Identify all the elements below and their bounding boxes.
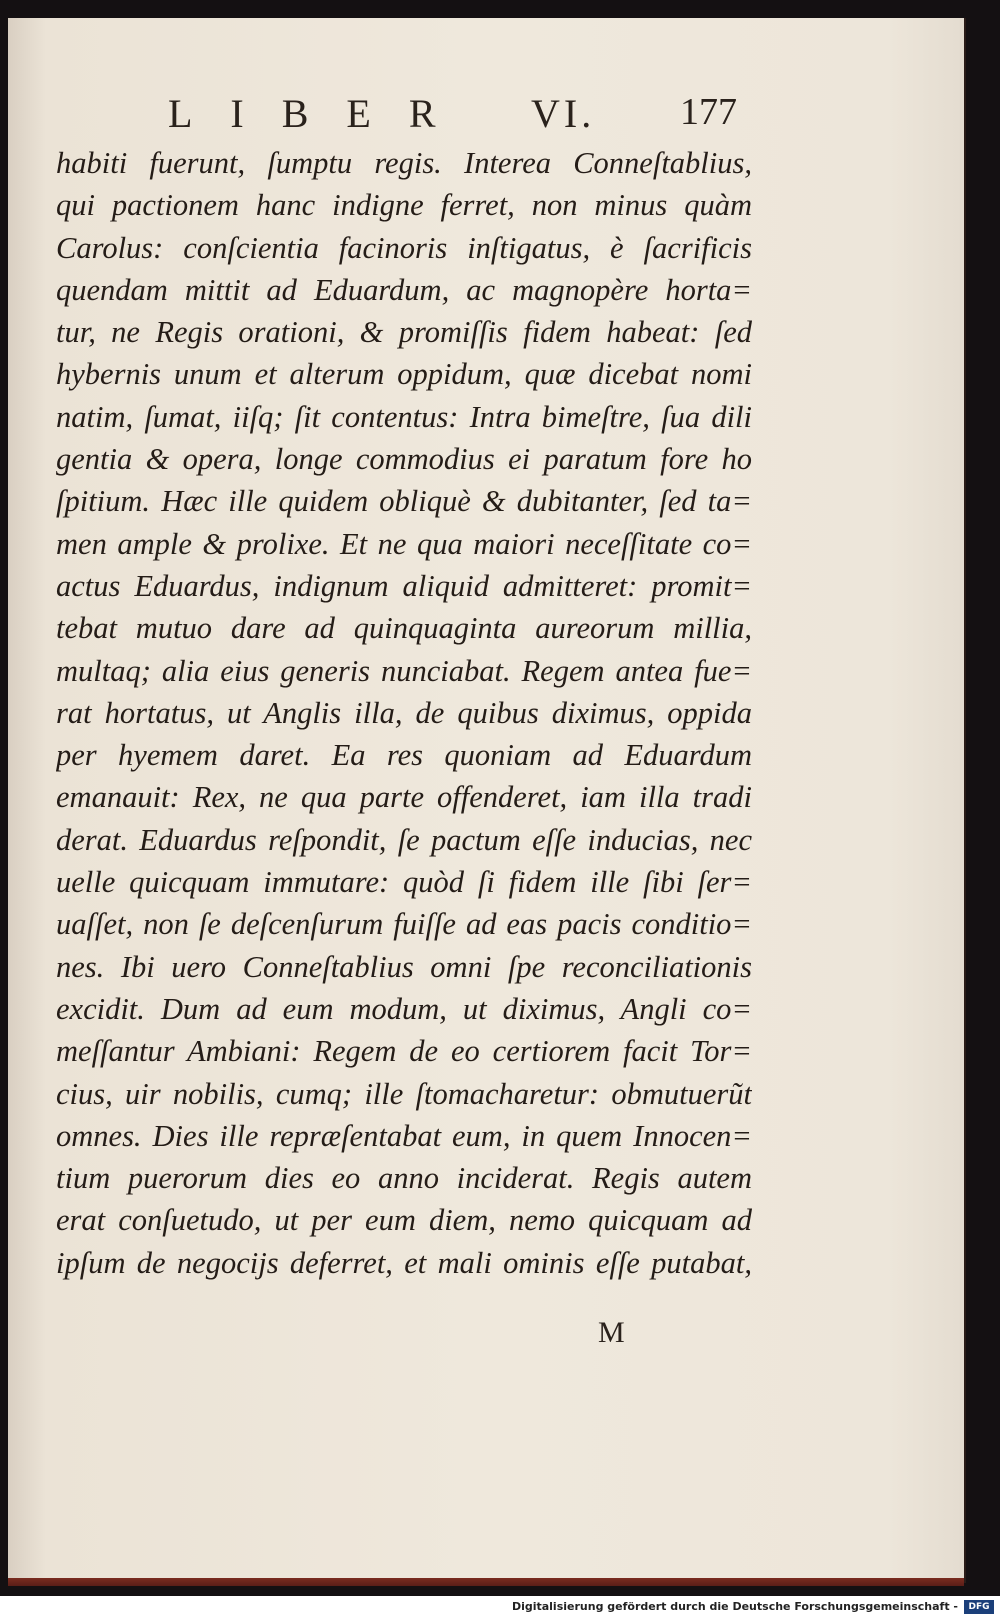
running-title: LIBER [168,91,474,136]
page-number: 177 [680,91,737,133]
text-line: habiti fuerunt, ſumptu regis. Interea Conneſtablius, [56,146,752,180]
text-line: natim, ſumat, iiſq; ſit contentus: Intra bimeſtre, ſua dili [56,399,752,434]
text-line: nes. Ibi uero Conneſtablius omni ſpe reconciliationis [56,949,752,984]
text-line: emanauit: Rex, ne qua parte offenderet, iam illa tradi [56,780,752,815]
text-line: ſpitium. Hæc ille quidem obliquè & dubitanter, ſed ta= [56,484,752,519]
text-line: qui pactionem hanc indigne ferret, non minus quàm [56,188,752,223]
text-line: cius, uir nobilis, cumq; ille ſtomacharetur: obmutuerũt [56,1076,752,1111]
footer-bar [0,1596,1000,1619]
text-line: omnes. Dies ille repræſentabat eum, in quem Innocen= [56,1118,752,1153]
book-number: VI. [531,91,596,136]
text-line: per hyemem daret. Ea res quoniam ad Eduardum [56,738,752,773]
footer-credit: Digitalisierung gefördert durch die Deutsche Forschungsgemeinschaft - [511,1600,958,1613]
page-header [8,76,964,136]
text-line: Carolus: conſcientia facinoris inſtigatus, è ſacrificis [56,230,752,265]
text-line: ipſum de negocijs deferret, et mali ominis eſſe putabat, [56,1245,752,1280]
text-line: men ample & prolixe. Et ne qua maiori neceſſitate co= [56,526,752,561]
dfg-logo: DFG [964,1600,994,1614]
book-page [8,18,966,1583]
text-line: tebat mutuo dare ad quinquaginta aureorum millia, [56,611,752,646]
text-line: derat. Eduardus reſpondit, ſe pactum eſſe inducias, nec [56,822,752,857]
text-line: uaſſet, non ſe deſcenſurum fuiſſe ad eas pacis conditio= [56,907,752,942]
text-line: quendam mittit ad Eduardum, ac magnopère horta= [56,272,752,307]
text-line: rat hortatus, ut Anglis illa, de quibus diximus, oppida [56,695,752,730]
text-line: tium puerorum dies eo anno inciderat. Regis autem [56,1161,752,1196]
page-edge [8,1578,964,1586]
signature-mark: M [598,1316,625,1349]
text-line: meſſantur Ambiani: Regem de eo certiorem facit Tor= [56,1034,752,1069]
body-text [56,142,752,1284]
text-line: actus Eduardus, indignum aliquid admitteret: promit= [56,568,752,603]
text-line: gentia & opera, longe commodius ei paratum fore ho [56,442,752,477]
text-line: tur, ne Regis orationi, & promiſſis fidem habeat: ſed [56,315,752,350]
text-line: excidit. Dum ad eum modum, ut diximus, Angli co= [56,991,752,1026]
text-line: hybernis unum et alterum oppidum, quæ dicebat nomi [56,357,752,392]
text-line: multaq; alia eius generis nunciabat. Regem antea fue= [56,653,752,688]
text-line: erat conſuetudo, ut per eum diem, nemo quicquam ad [56,1203,752,1238]
text-line: uelle quicquam immutare: quòd ſi fidem ille ſibi ſer= [56,865,752,900]
